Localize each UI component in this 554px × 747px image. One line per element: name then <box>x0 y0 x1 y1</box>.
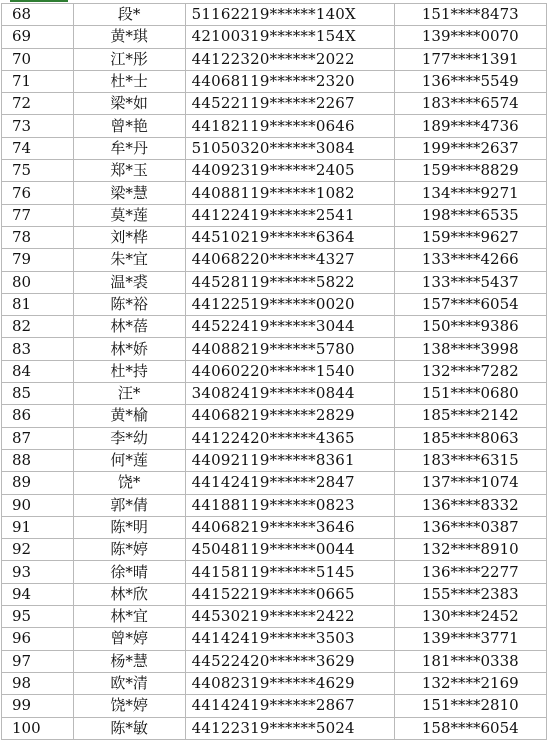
name-cell[interactable]: 朱*宜 <box>73 249 185 271</box>
name-cell[interactable]: 梁*慧 <box>73 182 185 204</box>
name-cell[interactable]: 江*彤 <box>73 48 185 70</box>
id-number-cell[interactable]: 51162219******140X <box>185 4 394 26</box>
table-row <box>2 695 547 717</box>
name-cell[interactable]: 莫*莲 <box>73 204 185 226</box>
id-number-cell[interactable]: 44122420******4365 <box>185 427 394 449</box>
table-row <box>2 70 547 92</box>
id-number-cell[interactable]: 44068219******3646 <box>185 516 394 538</box>
row-number-cell[interactable]: 91 <box>2 516 74 538</box>
phone-cell[interactable]: 158****6054 <box>394 717 546 739</box>
table-row <box>2 4 547 26</box>
table-row <box>2 494 547 516</box>
table-row <box>2 650 547 672</box>
name-cell[interactable]: 林*宜 <box>73 606 185 628</box>
phone-cell[interactable]: 198****6535 <box>394 204 546 226</box>
phone-cell[interactable]: 183****6315 <box>394 449 546 471</box>
row-number-cell[interactable]: 92 <box>2 539 74 561</box>
row-number-cell[interactable]: 86 <box>2 405 74 427</box>
row-number-cell[interactable]: 75 <box>2 160 74 182</box>
phone-cell[interactable]: 136****0387 <box>394 516 546 538</box>
id-number-cell[interactable]: 44068219******2829 <box>185 405 394 427</box>
row-number-cell[interactable]: 95 <box>2 606 74 628</box>
table-row <box>2 405 547 427</box>
table-row <box>2 672 547 694</box>
row-number-cell[interactable]: 99 <box>2 695 74 717</box>
table-row <box>2 26 547 48</box>
row-number-cell[interactable]: 83 <box>2 338 74 360</box>
row-number-cell[interactable]: 77 <box>2 204 74 226</box>
row-number-cell[interactable]: 70 <box>2 48 74 70</box>
id-number-cell[interactable]: 44068220******4327 <box>185 249 394 271</box>
table-row <box>2 383 547 405</box>
phone-cell[interactable]: 159****9627 <box>394 226 546 248</box>
row-number-cell[interactable]: 78 <box>2 226 74 248</box>
phone-cell[interactable]: 133****5437 <box>394 271 546 293</box>
table-row <box>2 427 547 449</box>
name-cell[interactable]: 梁*如 <box>73 93 185 115</box>
table-row <box>2 449 547 471</box>
table-row <box>2 539 547 561</box>
cell-selection-indicator <box>10 0 68 2</box>
name-cell[interactable]: 陈*明 <box>73 516 185 538</box>
phone-cell[interactable]: 185****2142 <box>394 405 546 427</box>
name-cell[interactable]: 温*裘 <box>73 271 185 293</box>
table-row <box>2 316 547 338</box>
table-row <box>2 137 547 159</box>
row-number-cell[interactable]: 97 <box>2 650 74 672</box>
id-number-cell[interactable]: 44528119******5822 <box>185 271 394 293</box>
table-row <box>2 516 547 538</box>
table-row <box>2 48 547 70</box>
phone-cell[interactable]: 151****0680 <box>394 383 546 405</box>
id-number-cell[interactable]: 44522419******3044 <box>185 316 394 338</box>
name-cell[interactable]: 徐*晴 <box>73 561 185 583</box>
row-number-cell[interactable]: 85 <box>2 383 74 405</box>
name-cell[interactable]: 欧*清 <box>73 672 185 694</box>
id-number-cell[interactable]: 34082419******0844 <box>185 383 394 405</box>
name-cell[interactable]: 陈*敏 <box>73 717 185 739</box>
phone-cell[interactable]: 139****0070 <box>394 26 546 48</box>
id-number-cell[interactable]: 44088119******1082 <box>185 182 394 204</box>
phone-cell[interactable]: 138****3998 <box>394 338 546 360</box>
row-number-cell[interactable]: 72 <box>2 93 74 115</box>
row-number-cell[interactable]: 93 <box>2 561 74 583</box>
phone-cell[interactable]: 130****2452 <box>394 606 546 628</box>
phone-cell[interactable]: 139****3771 <box>394 628 546 650</box>
name-cell[interactable]: 杜*持 <box>73 360 185 382</box>
name-cell[interactable]: 曾*艳 <box>73 115 185 137</box>
name-cell[interactable]: 饶*婷 <box>73 695 185 717</box>
phone-cell[interactable]: 137****1074 <box>394 472 546 494</box>
row-number-cell[interactable]: 81 <box>2 293 74 315</box>
name-cell[interactable]: 饶* <box>73 472 185 494</box>
name-cell[interactable]: 陈*婷 <box>73 539 185 561</box>
row-number-cell[interactable]: 79 <box>2 249 74 271</box>
id-number-cell[interactable]: 44082319******4629 <box>185 672 394 694</box>
name-cell[interactable]: 林*蓓 <box>73 316 185 338</box>
id-number-cell[interactable]: 44122419******2541 <box>185 204 394 226</box>
table-row <box>2 226 547 248</box>
id-number-cell[interactable]: 44092119******8361 <box>185 449 394 471</box>
phone-cell[interactable]: 199****2637 <box>394 137 546 159</box>
phone-cell[interactable]: 132****7282 <box>394 360 546 382</box>
name-cell[interactable]: 曾*婷 <box>73 628 185 650</box>
id-number-cell[interactable]: 44142419******3503 <box>185 628 394 650</box>
id-number-cell[interactable]: 44068119******2320 <box>185 70 394 92</box>
id-number-cell[interactable]: 45048119******0044 <box>185 539 394 561</box>
table-row <box>2 717 547 739</box>
name-cell[interactable]: 杜*士 <box>73 70 185 92</box>
name-cell[interactable]: 杨*慧 <box>73 650 185 672</box>
table-row <box>2 338 547 360</box>
row-number-cell[interactable]: 94 <box>2 583 74 605</box>
table-row <box>2 249 547 271</box>
table-row <box>2 182 547 204</box>
name-cell[interactable]: 陈*裕 <box>73 293 185 315</box>
id-number-cell[interactable]: 44182119******0646 <box>185 115 394 137</box>
id-number-cell[interactable]: 44122320******2022 <box>185 48 394 70</box>
row-number-cell[interactable]: 69 <box>2 26 74 48</box>
table-row <box>2 472 547 494</box>
name-cell[interactable]: 段* <box>73 4 185 26</box>
row-number-cell[interactable]: 80 <box>2 271 74 293</box>
phone-cell[interactable]: 181****0338 <box>394 650 546 672</box>
phone-cell[interactable]: 136****5549 <box>394 70 546 92</box>
id-number-cell[interactable]: 44142419******2847 <box>185 472 394 494</box>
name-cell[interactable]: 林*欣 <box>73 583 185 605</box>
name-cell[interactable]: 黄*榆 <box>73 405 185 427</box>
phone-cell[interactable]: 157****6054 <box>394 293 546 315</box>
phone-cell[interactable]: 177****1391 <box>394 48 546 70</box>
phone-cell[interactable]: 132****2169 <box>394 672 546 694</box>
name-cell[interactable]: 郑*玉 <box>73 160 185 182</box>
row-number-cell[interactable]: 73 <box>2 115 74 137</box>
id-number-cell[interactable]: 44092319******2405 <box>185 160 394 182</box>
row-number-cell[interactable]: 68 <box>2 4 74 26</box>
phone-cell[interactable]: 151****8473 <box>394 4 546 26</box>
table-row <box>2 115 547 137</box>
phone-cell[interactable]: 134****9271 <box>394 182 546 204</box>
id-number-cell[interactable]: 44522420******3629 <box>185 650 394 672</box>
id-number-cell[interactable]: 44152219******0665 <box>185 583 394 605</box>
row-number-cell[interactable]: 89 <box>2 472 74 494</box>
row-number-cell[interactable]: 90 <box>2 494 74 516</box>
table-row <box>2 360 547 382</box>
id-number-cell[interactable]: 44158119******5145 <box>185 561 394 583</box>
row-number-cell[interactable]: 96 <box>2 628 74 650</box>
table-row <box>2 583 547 605</box>
phone-cell[interactable]: 132****8910 <box>394 539 546 561</box>
roster-table <box>1 3 547 740</box>
id-number-cell[interactable]: 51050320******3084 <box>185 137 394 159</box>
name-cell[interactable]: 黄*琪 <box>73 26 185 48</box>
phone-cell[interactable]: 133****4266 <box>394 249 546 271</box>
row-number-cell[interactable]: 98 <box>2 672 74 694</box>
phone-cell[interactable]: 159****8829 <box>394 160 546 182</box>
phone-cell[interactable]: 189****4736 <box>394 115 546 137</box>
name-cell[interactable]: 刘*桦 <box>73 226 185 248</box>
table-row <box>2 606 547 628</box>
phone-cell[interactable]: 183****6574 <box>394 93 546 115</box>
row-number-cell[interactable]: 84 <box>2 360 74 382</box>
id-number-cell[interactable]: 44088219******5780 <box>185 338 394 360</box>
id-number-cell[interactable]: 44122519******0020 <box>185 293 394 315</box>
table-row <box>2 293 547 315</box>
phone-cell[interactable]: 136****8332 <box>394 494 546 516</box>
sheet-edge <box>548 0 554 747</box>
phone-cell[interactable]: 155****2383 <box>394 583 546 605</box>
id-number-cell[interactable]: 44060220******1540 <box>185 360 394 382</box>
id-number-cell[interactable]: 44522119******2267 <box>185 93 394 115</box>
table-row <box>2 561 547 583</box>
name-cell[interactable]: 林*娇 <box>73 338 185 360</box>
name-cell[interactable]: 郭*倩 <box>73 494 185 516</box>
id-number-cell[interactable]: 44510219******6364 <box>185 226 394 248</box>
name-cell[interactable]: 汪* <box>73 383 185 405</box>
row-number-cell[interactable]: 74 <box>2 137 74 159</box>
table-row <box>2 628 547 650</box>
id-number-cell[interactable]: 44530219******2422 <box>185 606 394 628</box>
row-number-cell[interactable]: 100 <box>2 717 74 739</box>
id-number-cell[interactable]: 44122319******5024 <box>185 717 394 739</box>
phone-cell[interactable]: 150****9386 <box>394 316 546 338</box>
id-number-cell[interactable]: 44188119******0823 <box>185 494 394 516</box>
phone-cell[interactable]: 151****2810 <box>394 695 546 717</box>
roster-table-body <box>2 4 547 740</box>
row-number-cell[interactable]: 88 <box>2 449 74 471</box>
phone-cell[interactable]: 185****8063 <box>394 427 546 449</box>
name-cell[interactable]: 牟*丹 <box>73 137 185 159</box>
name-cell[interactable]: 李*幼 <box>73 427 185 449</box>
id-number-cell[interactable]: 42100319******154X <box>185 26 394 48</box>
id-number-cell[interactable]: 44142419******2867 <box>185 695 394 717</box>
phone-cell[interactable]: 136****2277 <box>394 561 546 583</box>
table-row <box>2 204 547 226</box>
row-number-cell[interactable]: 82 <box>2 316 74 338</box>
row-number-cell[interactable]: 76 <box>2 182 74 204</box>
table-row <box>2 160 547 182</box>
row-number-cell[interactable]: 71 <box>2 70 74 92</box>
row-number-cell[interactable]: 87 <box>2 427 74 449</box>
table-row <box>2 271 547 293</box>
table-row <box>2 93 547 115</box>
name-cell[interactable]: 何*莲 <box>73 449 185 471</box>
